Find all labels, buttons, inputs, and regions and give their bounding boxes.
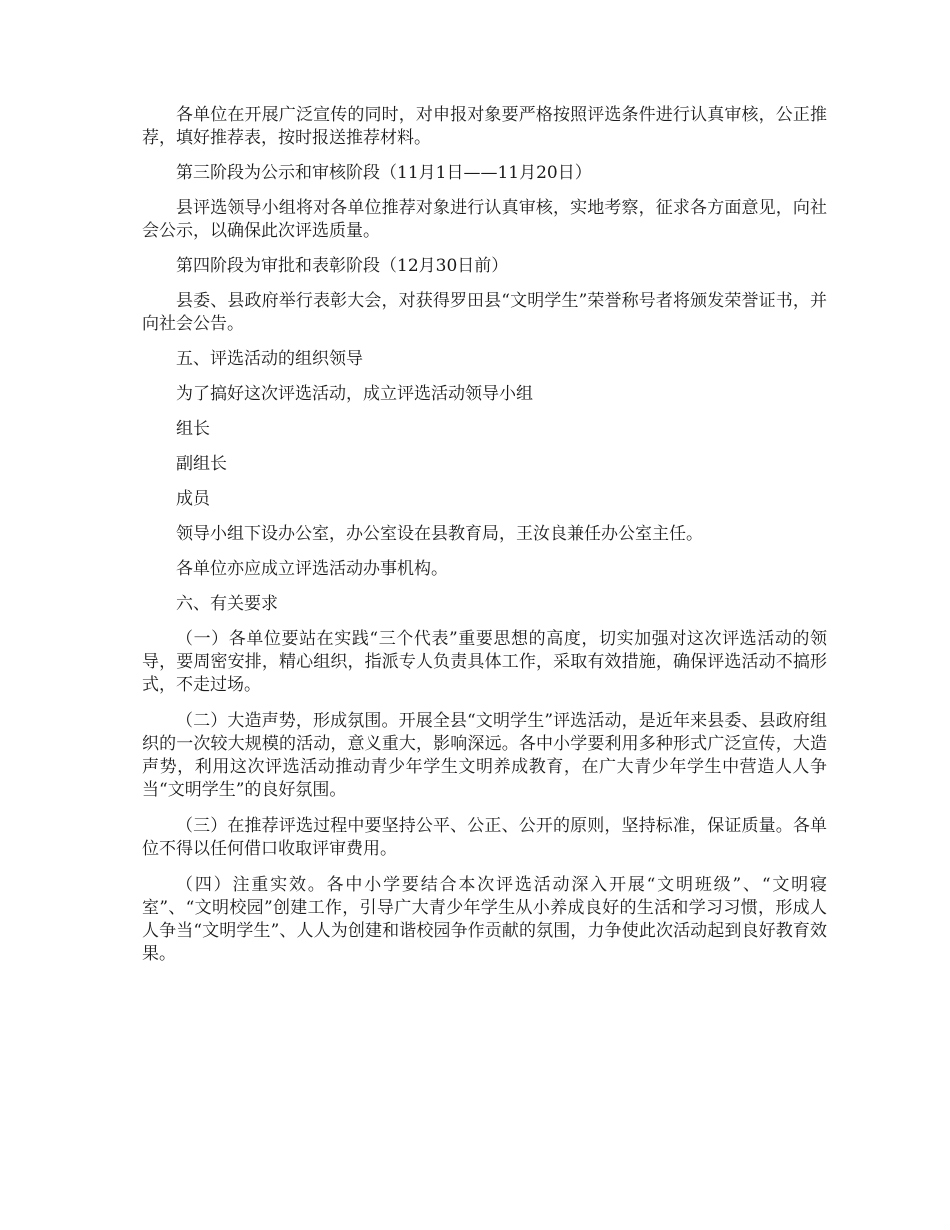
paragraph-deputy-leader: 副组长 (176, 454, 227, 474)
requirement-item-two: （二）大造声势，形成氛围。开展全县“文明学生”评选活动，是近年来县委、县政府组织的一次较大规模的活动，意义重大，影响深远。各中小学要利用多种形式广泛宣传，大造声势，利用这次评选活动推动青少年学生文明养成教育，在广大青少年学生中营造人人争当“文明学生”的良好氛围。 (142, 711, 827, 800)
paragraph-stage-three: 第三阶段为公示和审核阶段（11月1日——11月20日） (176, 163, 592, 183)
paragraph-members: 成员 (176, 489, 210, 509)
paragraph-leadership-group: 为了搞好这次评选活动，成立评选活动领导小组 (176, 384, 533, 404)
paragraph-office: 领导小组下设办公室，办公室设在县教育局，王汝良兼任办公室主任。 (176, 524, 703, 544)
paragraph-commendation: 县委、县政府举行表彰大会，对获得罗田县“文明学生”荣誉称号者将颁发荣誉证书，并向社会公告。 (142, 291, 827, 334)
paragraph-stage-four: 第四阶段为审批和表彰阶段（12月30日前） (176, 256, 509, 276)
section-heading-five: 五、评选活动的组织领导 (176, 349, 363, 369)
paragraph-review-requirements: 各单位在开展广泛宣传的同时，对申报对象要严格按照评选条件进行认真审核，公正推荐，填好推荐表，按时报送推荐材料。 (142, 105, 827, 148)
requirement-item-three: （三）在推荐评选过程中要坚持公平、公正、公开的原则，坚持标准，保证质量。各单位不得以任何借口收取评审费用。 (142, 816, 827, 859)
paragraph-county-review: 县评选领导小组将对各单位推荐对象进行认真审核，实地考察，征求各方面意见，向社会公示，以确保此次评选质量。 (142, 198, 827, 241)
requirement-item-one: （一）各单位要站在实践“三个代表”重要思想的高度，切实加强对这次评选活动的领导，要周密安排，精心组织，指派专人负责具体工作，采取有效措施，确保评选活动不搞形式，不走过场。 (142, 629, 827, 695)
section-heading-six: 六、有关要求 (176, 594, 278, 614)
requirement-item-four: （四）注重实效。各中小学要结合本次评选活动深入开展“文明班级”、“文明寝室”、“文明校园”创建工作，引导广大青少年学生从小养成良好的生活和学习习惯，形成人人争当“文明学生”、人人为创建和谐校园争作贡献的氛围，力争使此次活动起到良好教育效果。 (142, 875, 827, 964)
paragraph-group-leader: 组长 (176, 419, 210, 439)
paragraph-unit-agency: 各单位亦应成立评选活动办事机构。 (176, 559, 448, 579)
document-body (142, 104, 827, 978)
